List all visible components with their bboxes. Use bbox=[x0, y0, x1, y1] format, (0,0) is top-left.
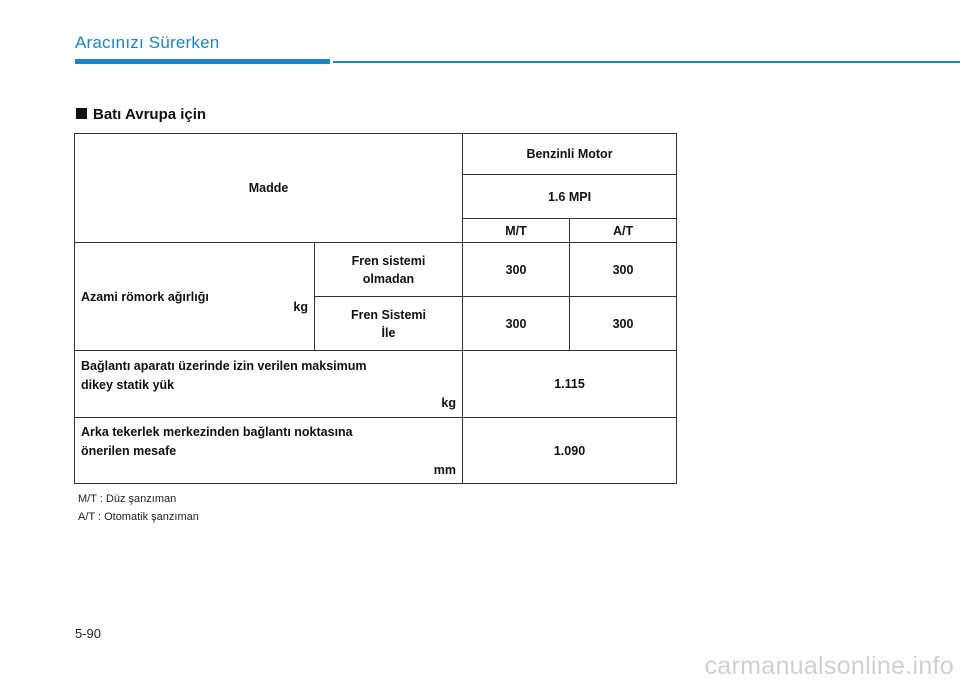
watermark: carmanualsonline.info bbox=[704, 652, 954, 680]
header-bar-thick bbox=[75, 59, 330, 64]
distance-line2: önerilen mesafe bbox=[81, 444, 177, 458]
with-brake-line2: İle bbox=[381, 325, 396, 340]
square-bullet-icon bbox=[76, 108, 87, 119]
distance-value: 1.090 bbox=[463, 418, 677, 484]
header-mt: M/T bbox=[463, 219, 570, 243]
without-brake-at: 300 bbox=[570, 243, 677, 297]
towing-unit: kg bbox=[293, 300, 308, 314]
without-brake-line1: Fren sistemi bbox=[351, 253, 426, 268]
section-title-text: Batı Avrupa için bbox=[93, 106, 207, 123]
footnote-at: A/T : Otomatik şanzıman bbox=[78, 511, 199, 523]
without-brake-line2: olmadan bbox=[362, 271, 415, 286]
towing-spec-table bbox=[74, 133, 677, 484]
header-title: Aracınızı Sürerken bbox=[75, 33, 220, 52]
distance-unit: mm bbox=[433, 463, 456, 477]
with-brake-cell bbox=[315, 297, 463, 351]
with-brake-line1: Fren Sistemi bbox=[350, 307, 427, 322]
without-brake-mt: 300 bbox=[463, 243, 570, 297]
with-brake-at: 300 bbox=[570, 297, 677, 351]
vertical-load-label-cell bbox=[75, 351, 463, 418]
vertical-load-unit: kg bbox=[441, 396, 456, 410]
vertical-load-line2: dikey statik yük bbox=[81, 378, 175, 392]
vertical-load-value: 1.115 bbox=[463, 351, 677, 418]
towing-label: Azami römork ağırlığı bbox=[81, 289, 209, 304]
without-brake-cell bbox=[315, 243, 463, 297]
header-engine: Benzinli Motor bbox=[463, 134, 677, 175]
with-brake-mt: 300 bbox=[463, 297, 570, 351]
distance-label-cell bbox=[75, 418, 463, 484]
distance-line1: Arka tekerlek merkezinden bağlantı noktasına bbox=[81, 425, 353, 439]
page-number: 5-90 bbox=[75, 626, 102, 641]
section-title bbox=[76, 106, 206, 123]
header-item: Madde bbox=[248, 181, 289, 195]
header-variant: 1.6 MPI bbox=[463, 175, 677, 219]
header-item-cell bbox=[75, 134, 463, 243]
header-at: A/T bbox=[570, 219, 677, 243]
header-bar-thin bbox=[333, 61, 960, 63]
footnote-mt: M/T : Düz şanzıman bbox=[78, 493, 177, 505]
towing-label-cell bbox=[75, 243, 315, 351]
vertical-load-line1: Bağlantı aparatı üzerinde izin verilen maksimum bbox=[81, 359, 367, 373]
